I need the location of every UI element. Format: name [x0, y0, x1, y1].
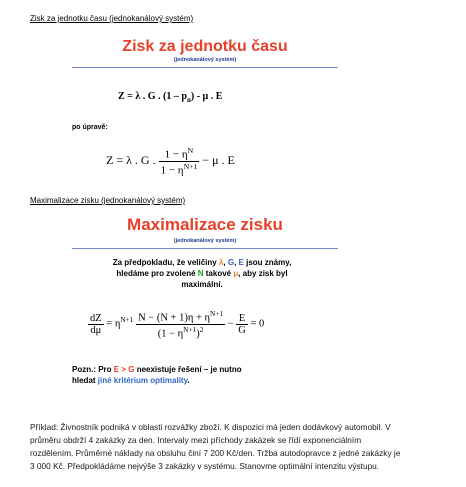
section1-caption: Zisk za jednotku času (jednokanálový systém): [30, 14, 194, 23]
example-paragraph: Příklad: Živnostník podniká v oblasti rozvážky zboží. K dispozici má jeden dodávkový automobil. V průměru obdrží 4 zakázky za den. Intervaly mezi příchody zakázek se řídí exponenciálním rozdělením. Průměrné náklady na obsluhu činí 7 200 Kč/den. Tržba autodopravce z jedné zakázky je 3 000 Kč. Předpokládáme nejvýše 3 zakázky v systému. Stanovme optimální intenzitu výstupu.: [30, 422, 401, 471]
assumption-text: Za předpokladu, že veličiny λ, G, E jsou známy, hledáme pro zvolené N takové μ, aby zisk byl maximální.: [112, 258, 292, 289]
after-edit-label: po úpravě:: [72, 124, 108, 131]
derivative-equation: $\frac{dZ}{d\mu}$ = $\eta^{N+1}$ $\frac{N - (N + 1)\eta + \eta^{N+1}}{(1 - \eta^{N+1})^2}$ − $\frac{E}{G}$ = 0: [90, 309, 265, 339]
note-text: Pozn.: Pro E > G neexistuje řešení – je nutno hledat jiné kritérium optimality.: [72, 365, 242, 385]
section1-title: Zisk za jednotku času: [122, 38, 288, 55]
section2-title: Maximalizace zisku: [127, 215, 283, 234]
section1-subtitle: (jednokanálový systém): [173, 57, 237, 63]
section1-divider: [72, 67, 338, 68]
profit-formula-simplified: Z = λ . G . $\frac{1 - \eta^N}{1 - \eta^{N+1}}$ − μ . E: [106, 146, 235, 177]
section2-caption: Maximalizace zisku (jednokanálový systém): [30, 196, 186, 205]
profit-formula: Z = λ . G . $(1 - p_n)$ - μ . E: [118, 91, 223, 104]
section2-subtitle: (jednokanálový systém): [173, 238, 237, 244]
section2-divider: [72, 248, 338, 249]
